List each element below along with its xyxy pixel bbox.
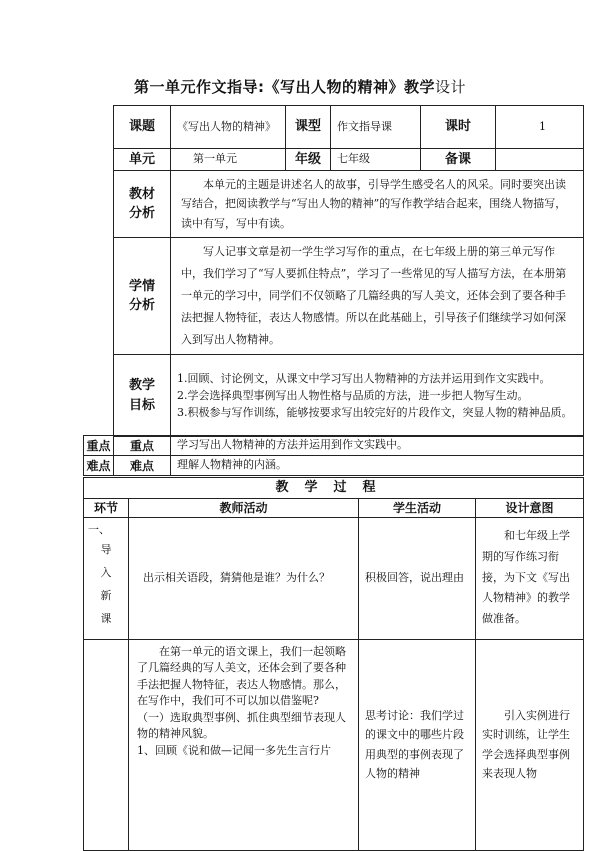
- stage-empty: [84, 639, 129, 850]
- goal-item: 2.学会选择典型事例写出人物性格与品质的方法，进一步把人物写生动。: [177, 388, 529, 402]
- difficulty-text: 理解人物精神的内涵。: [171, 456, 584, 476]
- stage-chars: [99, 538, 112, 630]
- info-row-topic: [114, 106, 584, 149]
- hours-label: 课时: [421, 106, 496, 149]
- goals-label: [114, 355, 171, 437]
- goal-item: 3.积极参与写作训练，能够按要求写出较完好的片段作文，突显人物的精神品质。: [177, 406, 573, 420]
- process-row-review: [84, 639, 584, 850]
- goals-list: [171, 355, 584, 437]
- hours-value: 1: [496, 106, 584, 149]
- unit-value: 第一单元: [171, 149, 286, 171]
- title-main: 第一单元作文指导:《写出人物的精神》教学: [133, 78, 435, 96]
- difficulty-outer-label: 难点: [84, 456, 114, 476]
- grade-label: 年级: [286, 149, 331, 171]
- col-stage: 环节: [84, 498, 129, 517]
- textbook-label: [114, 171, 171, 238]
- key-outer-label: 重点: [84, 436, 114, 456]
- goals-label-line1: 教学: [128, 378, 155, 393]
- stage-char: 课: [100, 612, 112, 626]
- teacher-subheading: （一）选取典型事例、抓住典型细节表现人物的精神风貌。: [137, 710, 346, 740]
- col-teacher: 教师活动: [129, 498, 359, 517]
- key-difficulty-table: [83, 435, 584, 476]
- lesson-info-table: [113, 105, 584, 437]
- goal-item: 1.回顾、讨论例文，从课文中学习写出人物精神的方法并运用到作文实践中。: [177, 371, 551, 385]
- stage-char: 导: [100, 543, 112, 556]
- stage-char: 新: [100, 589, 112, 603]
- teaching-process-table: [83, 477, 584, 851]
- col-design: 设计意图: [476, 498, 584, 517]
- topic-label: 课题: [114, 106, 171, 149]
- textbook-analysis-row: [114, 171, 584, 238]
- textbook-text: 本单元的主题是讲述名人的故事，引导学生感受名人的风采。同时要突出读写结合，把阅读教学与“写出人物的精神”的写作教学结合起来，围绕人物描写，读中有写，写中有读。: [171, 171, 584, 238]
- process-heading-row: [84, 478, 584, 499]
- page-title: [0, 76, 600, 97]
- stage-intro: [84, 517, 129, 639]
- design-intent: 引入实例进行实时训练，让学生学会选择典型事例来表现人物: [476, 639, 584, 850]
- learner-label-line2: 分析: [128, 298, 155, 313]
- prep-label: 备课: [421, 149, 496, 171]
- info-row-unit: [114, 149, 584, 171]
- type-label: 课型: [286, 106, 331, 149]
- title-suffix: 设计: [435, 78, 467, 96]
- goals-label-line2: 目标: [128, 397, 155, 413]
- prep-value: [496, 149, 584, 171]
- difficulty-label: 难点: [114, 456, 171, 476]
- goals-row: [114, 355, 584, 437]
- difficulty-row: [84, 456, 584, 476]
- learner-label-line1: 学情: [128, 278, 155, 294]
- stage-number: 一、: [88, 522, 110, 536]
- process-row-intro: [84, 517, 584, 639]
- student-activity: 积极回答，说出理由: [359, 517, 476, 639]
- key-label: 重点: [114, 436, 171, 456]
- stage-char: 入: [100, 566, 112, 580]
- topic-value: 《写出人物的精神》: [171, 106, 286, 149]
- student-activity: 思考讨论：我们学过的课文中的哪些片段用典型的事例表现了人物的精神: [359, 639, 476, 850]
- learner-label: [114, 238, 171, 355]
- teacher-subitem: 1、回顾《说和做—记闻一多先生言行片: [137, 743, 331, 757]
- design-intent: 和七年级上学期的写作练习衔接，为下文《写出人物精神》的教学做准备。: [476, 517, 584, 639]
- col-student: 学生活动: [359, 498, 476, 517]
- unit-label: 单元: [114, 149, 171, 171]
- type-value: 作文指导课: [331, 106, 421, 149]
- process-heading: 教学过程: [84, 478, 584, 499]
- key-text: 学习写出人物精神的方法并运用到作文实践中。: [171, 436, 584, 456]
- key-row: [84, 436, 584, 456]
- textbook-label-line1: 教材: [128, 186, 155, 202]
- process-column-headers: [84, 498, 584, 517]
- teacher-paragraph: 在第一单元的语文课上，我们一起领略了几篇经典的写人美文，还体会到了要各种手法把握人物特征，表达人物感情。那么，在写作中，我们可不可以加以借鉴呢?: [137, 644, 346, 707]
- learner-analysis-row: [114, 238, 584, 355]
- learner-text: 写人记事文章是初一学生学习写作的重点，在七年级上册的第三单元写作中，我们学习了“写人要抓住特点”，学习了一些常见的写人描写方法，在本册第一单元的学习中，同学们不仅领略了几篇经典的写人美文，还体会到了要各种手法把握人物特征，表达人物感情。所以在此基础上，引导孩子们继续学习如何深入到写出人物精神。: [171, 238, 584, 355]
- teacher-activity: [129, 639, 359, 850]
- grade-value: 七年级: [331, 149, 421, 171]
- textbook-label-line2: 分析: [128, 206, 155, 221]
- teacher-activity: 出示相关语段，猜猜他是谁？为什么？: [129, 517, 359, 639]
